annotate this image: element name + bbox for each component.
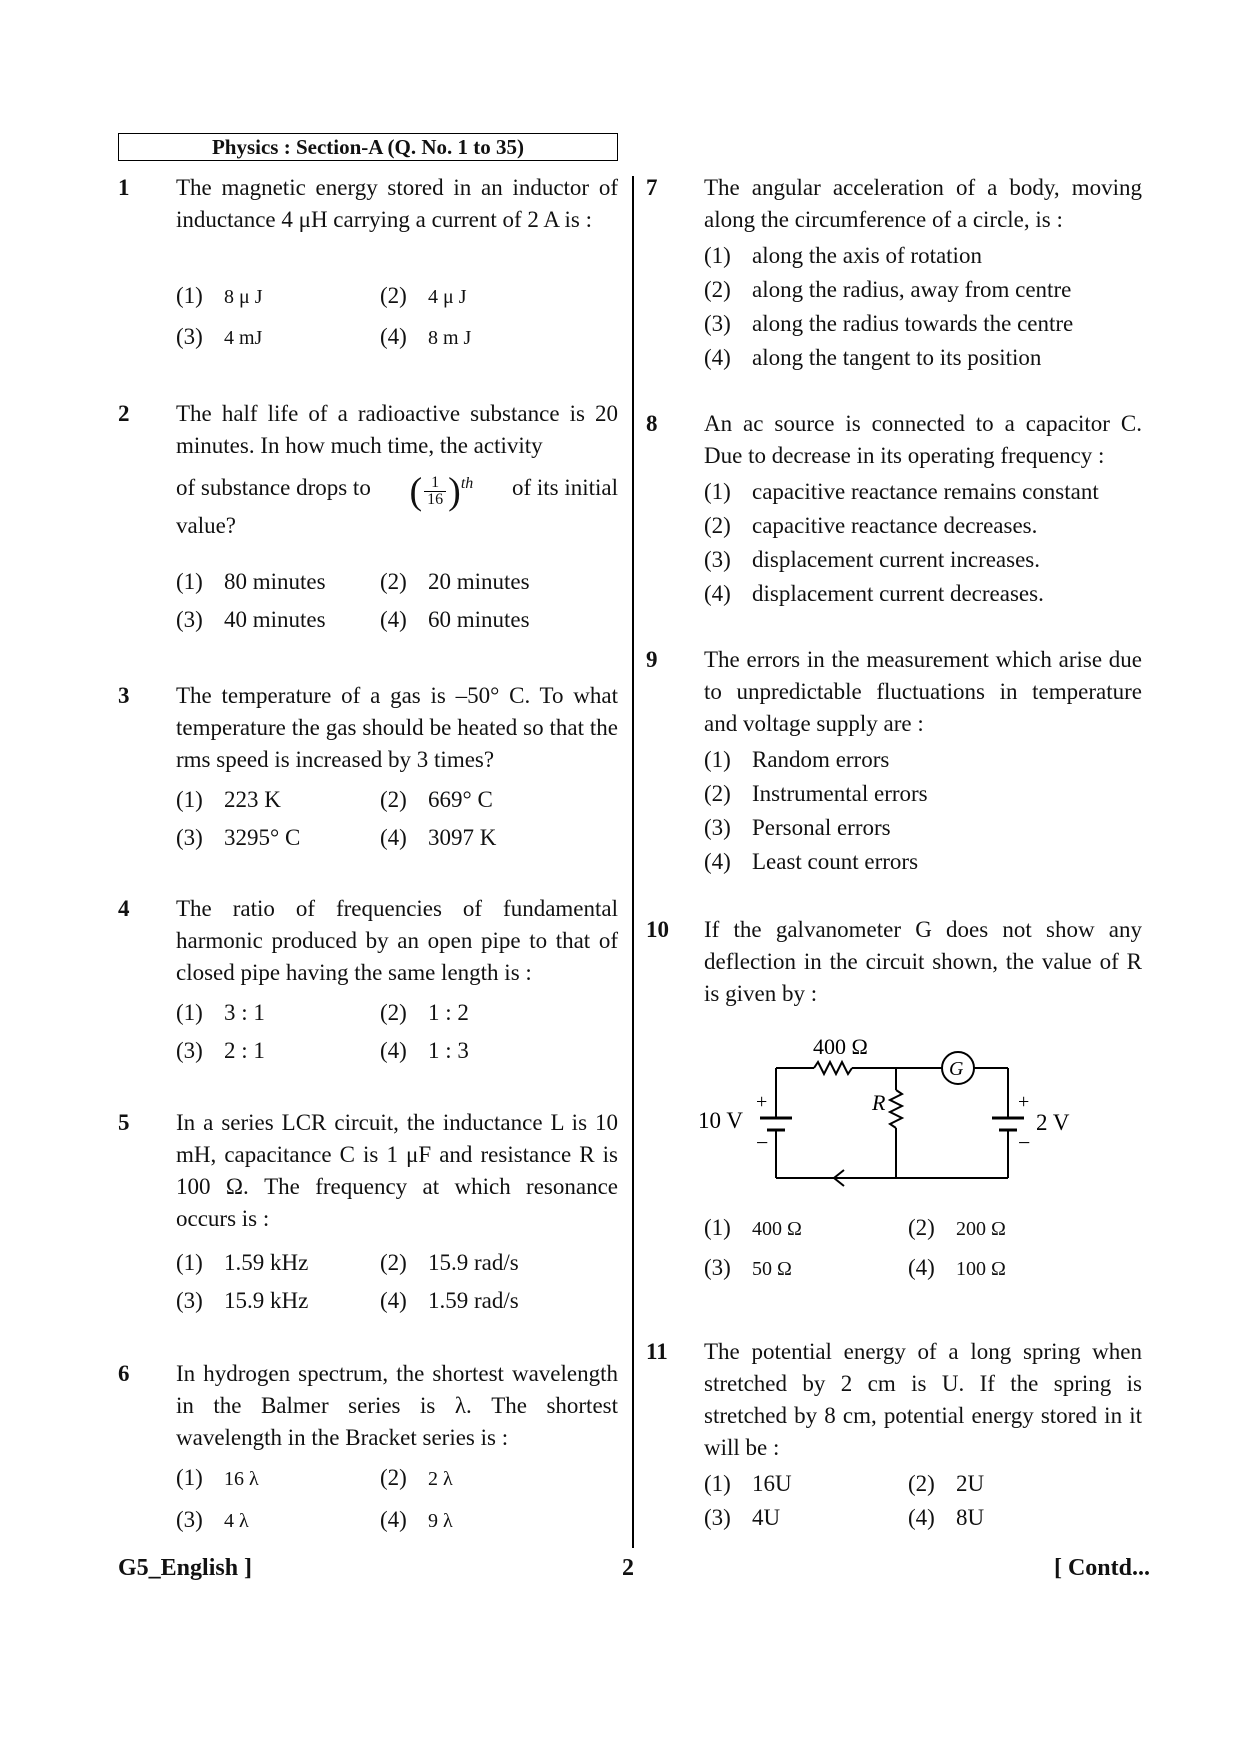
option-value: 20 minutes: [428, 569, 530, 594]
option-value: 8U: [956, 1505, 985, 1530]
option-label: (1): [176, 1000, 203, 1025]
option-label: (3): [176, 825, 203, 850]
resistor-r-label: R: [872, 1090, 886, 1115]
option-label: (4): [380, 324, 407, 349]
option-label: (4): [704, 581, 731, 606]
question-text: value?: [176, 512, 237, 538]
question-text: The potential energy of a long spring when stretched by 2 cm is U. If the spring is stretched by 8 cm, potential energy stored in it will be :: [704, 1339, 1142, 1460]
question-text: The magnetic energy stored in an inductor of inductance 4 μH carrying a current of 2 A is :: [176, 175, 618, 232]
option-label: (2): [380, 283, 407, 308]
question-number: 7: [646, 175, 658, 200]
option-label: (4): [908, 1255, 935, 1280]
question-text: The errors in the measurement which arise due to unpredictable fluctuations in temperature and voltage supply are :: [704, 647, 1142, 736]
option-label: (3): [176, 324, 203, 349]
option-value: 669° C: [428, 787, 493, 812]
battery-10v-label: 10 V: [698, 1108, 743, 1133]
option-value: 4U: [752, 1505, 781, 1530]
option-label: (1): [176, 787, 203, 812]
option-value: 16 λ: [224, 1468, 259, 1490]
option-value: displacement current increases.: [752, 547, 1041, 572]
question-number: 10: [646, 917, 669, 942]
option-value: displacement current decreases.: [752, 581, 1044, 606]
question-text: In a series LCR circuit, the inductance L is 10 mH, capacitance C is 1 μF and resistance R is 100 Ω. The frequency at which resonance occurs is :: [176, 1110, 618, 1231]
option-value: along the axis of rotation: [752, 243, 982, 268]
question-text: The half life of a radioactive substance is 20 minutes. In how much time, the activity: [176, 401, 618, 458]
option-label: (4): [704, 849, 731, 874]
option-label: (1): [704, 747, 731, 772]
question-text: If the galvanometer G does not show any deflection in the circuit shown, the value of R is given by :: [704, 917, 1142, 1006]
option-value: Random errors: [752, 747, 890, 772]
option-label: (1): [704, 1215, 731, 1240]
question-text: The angular acceleration of a body, moving along the circumference of a circle, is :: [704, 175, 1142, 232]
option-value: Personal errors: [752, 815, 891, 840]
option-value: along the tangent to its position: [752, 345, 1042, 370]
option-label: (4): [908, 1505, 935, 1530]
option-value: 2 λ: [428, 1468, 453, 1490]
option-value: 15.9 kHz: [224, 1288, 309, 1313]
option-label: (3): [176, 1288, 203, 1313]
battery-2v-label: 2 V: [1036, 1110, 1070, 1135]
option-value: 100 Ω: [956, 1258, 1006, 1280]
question-text: of substance drops to: [176, 474, 371, 500]
question-text: An ac source is connected to a capacitor C. Due to decrease in its operating frequency :: [704, 411, 1142, 468]
option-label: (3): [176, 1507, 203, 1532]
option-value: capacitive reactance decreases.: [752, 513, 1038, 538]
fraction: $\frac{1}{16}$: [424, 475, 446, 508]
option-label: (1): [704, 479, 731, 504]
option-label: (1): [176, 1465, 203, 1490]
minus-sign: −: [756, 1130, 769, 1155]
option-label: (4): [380, 825, 407, 850]
option-label: (1): [176, 1250, 203, 1275]
option-value: 1.59 rad/s: [428, 1288, 519, 1313]
section-header: Physics : Section-A (Q. No. 1 to 35): [118, 133, 618, 161]
option-label: (3): [704, 1505, 731, 1530]
option-label: (1): [176, 283, 203, 308]
galvanometer-label: G: [949, 1058, 964, 1080]
page-number: 2: [622, 1555, 634, 1581]
resistor-400-label: 400 Ω: [813, 1034, 868, 1059]
question-number: 11: [646, 1339, 668, 1364]
option-label: (2): [380, 1000, 407, 1025]
option-label: (2): [908, 1471, 935, 1496]
option-value: 400 Ω: [752, 1218, 802, 1240]
option-label: (2): [704, 277, 731, 302]
option-label: (1): [176, 569, 203, 594]
option-value: Least count errors: [752, 849, 919, 874]
question-text: The temperature of a gas is –50° C. To what temperature the gas should be heated so that the rms speed is increased by 3 times?: [176, 683, 618, 772]
option-value: 50 Ω: [752, 1258, 792, 1280]
plus-sign: +: [756, 1091, 768, 1113]
plus-sign: +: [1018, 1091, 1030, 1113]
option-label: (3): [704, 1255, 731, 1280]
option-value: 8 m J: [428, 327, 472, 349]
question-text: The ratio of frequencies of fundamental harmonic produced by an open pipe to that of closed pipe having the same length is :: [176, 896, 618, 985]
question-number: 5: [118, 1110, 130, 1135]
option-value: 4 mJ: [224, 327, 263, 349]
option-label: (4): [380, 1038, 407, 1063]
option-value: 16U: [752, 1471, 792, 1496]
option-label: (1): [704, 1471, 731, 1496]
question-text: In hydrogen spectrum, the shortest wavelength in the Balmer series is λ. The shortest wavelength in the Bracket series is :: [176, 1361, 618, 1450]
option-value: 40 minutes: [224, 607, 326, 632]
option-value: 60 minutes: [428, 607, 530, 632]
option-label: (2): [380, 569, 407, 594]
option-value: 4 λ: [224, 1510, 249, 1532]
option-value: 4 μ J: [428, 286, 467, 308]
question-text: of its initial: [511, 474, 618, 500]
option-value: 200 Ω: [956, 1218, 1006, 1240]
option-label: (3): [176, 1038, 203, 1063]
minus-sign: −: [1018, 1130, 1031, 1155]
option-value: along the radius towards the centre: [752, 311, 1074, 336]
footer-paper-code: G5_English ]: [118, 1555, 253, 1581]
question-number: 9: [646, 647, 658, 672]
option-label: (2): [380, 787, 407, 812]
option-label: (3): [176, 607, 203, 632]
option-value: 3097 K: [428, 825, 497, 850]
option-value: Instrumental errors: [752, 781, 928, 806]
option-label: (2): [704, 781, 731, 806]
option-label: (4): [380, 1507, 407, 1532]
option-value: 3 : 1: [224, 1000, 265, 1025]
option-value: 2U: [956, 1471, 985, 1496]
option-label: (4): [704, 345, 731, 370]
column-divider: [632, 176, 634, 1548]
question-number: 8: [646, 411, 658, 436]
question-number: 6: [118, 1361, 130, 1386]
option-value: 15.9 rad/s: [428, 1250, 519, 1275]
option-value: 1.59 kHz: [224, 1250, 309, 1275]
question-number: 1: [118, 175, 130, 200]
option-value: 3295° C: [224, 825, 301, 850]
option-label: (1): [704, 243, 731, 268]
question-number: 3: [118, 683, 130, 708]
question-number: 2: [118, 401, 130, 426]
option-label: (2): [380, 1250, 407, 1275]
question-number: 4: [118, 896, 130, 921]
option-label: (3): [704, 815, 731, 840]
option-label: (2): [380, 1465, 407, 1490]
option-value: 9 λ: [428, 1510, 453, 1532]
option-value: along the radius, away from centre: [752, 277, 1072, 302]
option-label: (3): [704, 311, 731, 336]
option-label: (4): [380, 1288, 407, 1313]
option-value: 2 : 1: [224, 1038, 265, 1063]
option-value: 8 μ J: [224, 286, 263, 308]
footer-contd: [ Contd...: [1053, 1555, 1150, 1581]
option-value: capacitive reactance remains constant: [752, 479, 1099, 504]
option-value: 80 minutes: [224, 569, 326, 594]
option-value: 1 : 2: [428, 1000, 469, 1025]
option-label: (2): [704, 513, 731, 538]
option-label: (4): [380, 607, 407, 632]
option-label: (3): [704, 547, 731, 572]
option-value: 1 : 3: [428, 1038, 469, 1063]
circuit-diagram: [696, 1028, 1096, 1208]
option-value: 223 K: [224, 787, 281, 812]
option-label: (2): [908, 1215, 935, 1240]
